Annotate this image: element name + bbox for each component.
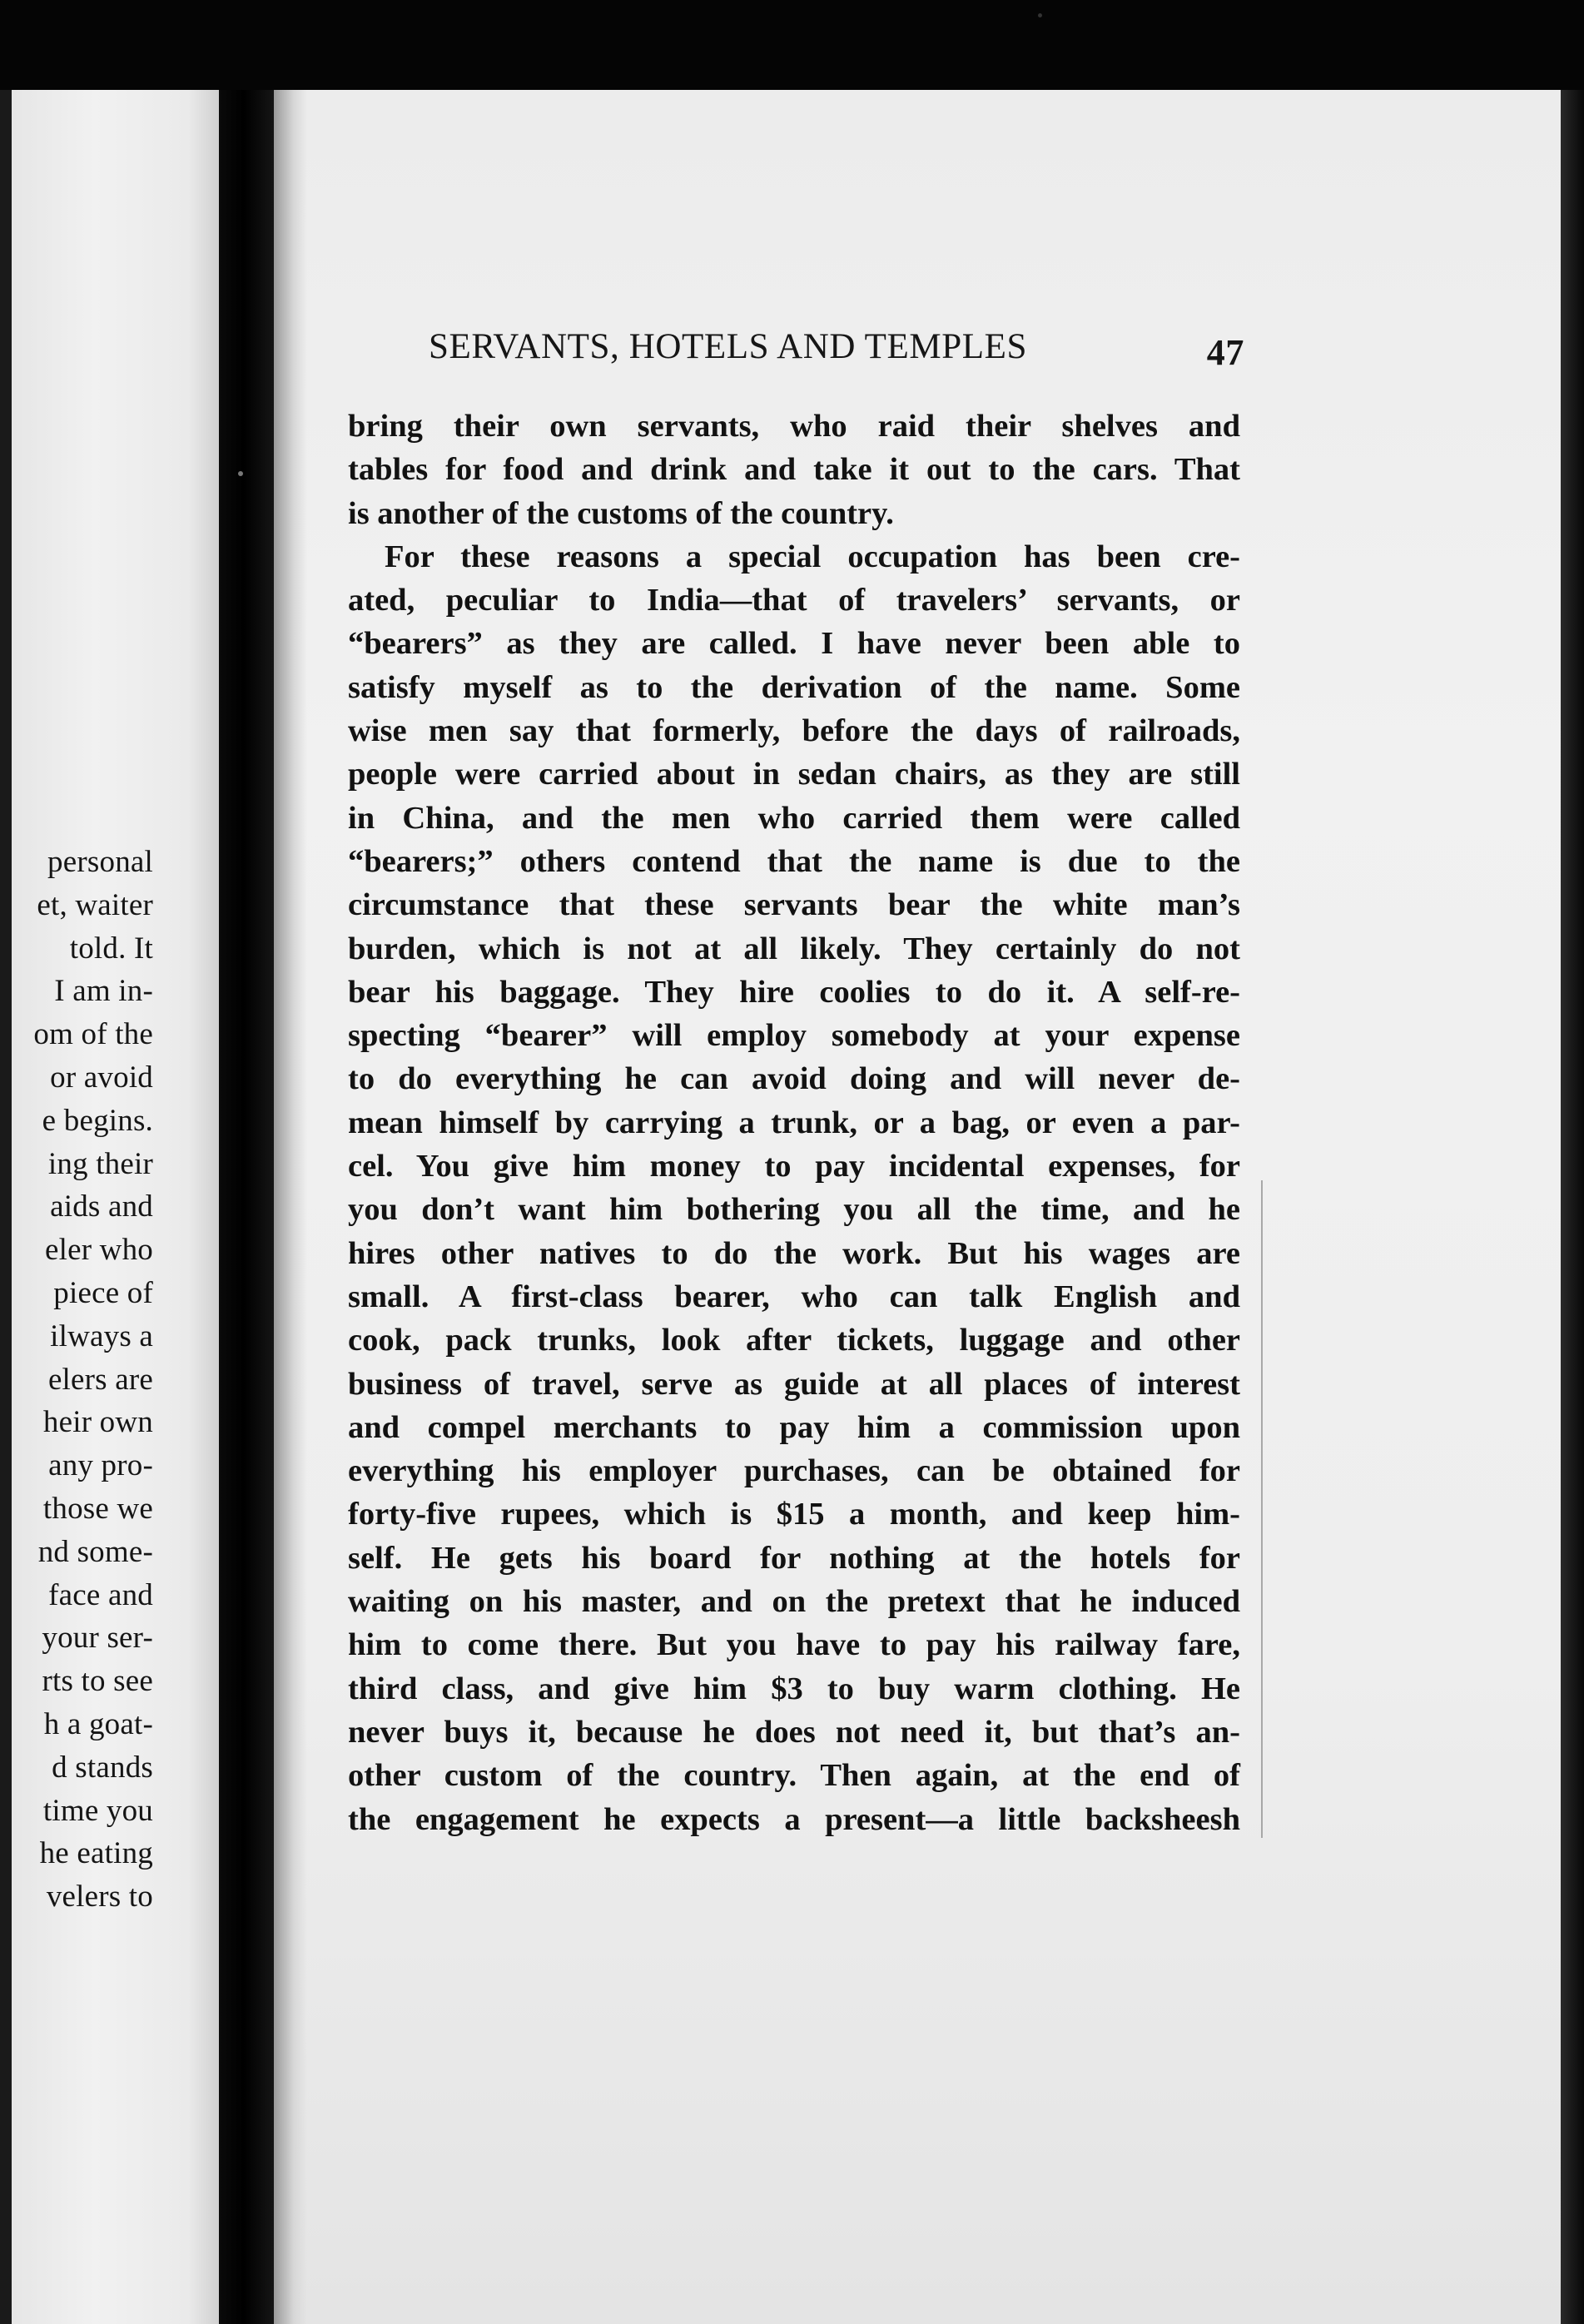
left-page-text [12,841,153,1919]
scan-speck [238,471,243,476]
scanner-frame-right [1561,90,1584,2324]
body-line: people were carried about in sedan chairs, as they are still [348,757,1240,792]
body-line: cel. You give him money to pay incidental expenses, for [348,1149,1240,1184]
body-line: him to come there. But you have to pay his railway fare, [348,1627,1240,1663]
left-page-line: rts to see [42,1664,153,1699]
body-line: is another of the customs of the country. [348,495,894,531]
body-line: bring their own servants, who raid their shelves and [348,409,1240,444]
left-page-line: I am in- [54,974,153,1009]
left-page-line: e begins. [42,1103,153,1138]
body-line: mean himself by carrying a trunk, or a bag, or even a par- [348,1105,1240,1140]
left-page-line: piece of [53,1275,153,1310]
body-line: self. He gets his board for nothing at the hotels for [348,1540,1240,1576]
scanner-frame-top [0,0,1584,90]
left-page-line: elers are [47,1362,153,1397]
left-page-line: face and [48,1577,153,1612]
left-page-line: personal [47,845,153,879]
body-line: bear his baggage. They hire coolies to do it. A self-re- [348,974,1240,1010]
margin-pencil-mark [1251,1180,1263,1838]
body-line: satisfy myself as to the derivation of the name. Some [348,669,1240,705]
left-page-line: told. It [69,931,153,966]
left-page-line: he eating [39,1836,153,1871]
body-line: “bearers” as they are called. I have never been able to [348,626,1240,662]
body-line: you don’t want him bothering you all the time, and he [348,1192,1240,1228]
body-text [348,405,1240,1841]
body-line: the engagement he expects a present—a little backsheesh [348,1801,1240,1837]
body-line: everything his employer purchases, can be obtained for [348,1453,1240,1489]
body-line: wise men say that formerly, before the days of railroads, [348,713,1240,749]
left-page-line: those we [42,1491,153,1526]
body-line: to do everything he can avoid doing and will never de- [348,1061,1240,1097]
gutter-shadow [274,90,307,2324]
left-page-line: om of the [33,1017,153,1052]
left-page-line: velers to [46,1880,153,1914]
body-line: business of travel, serve as guide at all places of interest [348,1366,1240,1402]
body-line: ated, peculiar to India—that of travelers’ servants, or [348,583,1240,618]
body-line: burden, which is not at all likely. They certainly do not [348,931,1240,966]
left-page-line: nd some- [37,1534,153,1569]
running-head [429,326,1244,376]
page-number: 47 [1206,332,1244,373]
body-line: forty-five rupees, which is $15 a month, and keep him- [348,1497,1240,1532]
body-line: “bearers;” others contend that the name is due to the [348,843,1240,879]
left-page-line: heir own [42,1405,153,1440]
body-line: and compel merchants to pay him a commission upon [348,1409,1240,1445]
left-page-line: your ser- [42,1621,153,1656]
body-line: waiting on his master, and on the pretext that he induced [348,1584,1240,1620]
left-page-line: eler who [44,1233,153,1268]
running-head-title: SERVANTS, HOTELS AND TEMPLES [429,327,1027,366]
body-line: third class, and give him $3 to buy warm clothing. He [348,1671,1240,1706]
left-page [12,90,220,2324]
body-line: never buys it, because he does not need it, but that’s an- [348,1714,1240,1750]
body-line: cook, pack trunks, look after tickets, luggage and other [348,1323,1240,1358]
book-gutter [219,90,274,2324]
left-page-line: et, waiter [37,887,153,922]
left-page-line: any pro- [48,1448,153,1483]
scanner-frame-left [0,90,12,2324]
left-page-line: ing their [47,1146,153,1181]
body-line: hires other natives to do the work. But his wages are [348,1235,1240,1271]
left-page-line: d stands [52,1750,153,1785]
body-line: circumstance that these servants bear the white man’s [348,887,1240,923]
body-line: in China, and the men who carried them were called [348,800,1240,836]
body-line: For these reasons a special occupation has been cre- [385,539,1240,574]
left-page-line: or avoid [50,1060,153,1095]
scan-speck [1038,13,1042,17]
body-line: specting “bearer” will employ somebody at your expense [348,1018,1240,1054]
body-line: small. A first-class bearer, who can talk English and [348,1279,1240,1314]
left-page-line: ilways a [50,1318,153,1353]
left-page-line: h a goat- [43,1706,153,1741]
left-page-line: time you [42,1793,153,1828]
body-line: tables for food and drink and take it out to the cars. That [348,452,1240,488]
body-line: other custom of the country. Then again, at the end of [348,1758,1240,1794]
left-page-line: aids and [50,1189,153,1224]
